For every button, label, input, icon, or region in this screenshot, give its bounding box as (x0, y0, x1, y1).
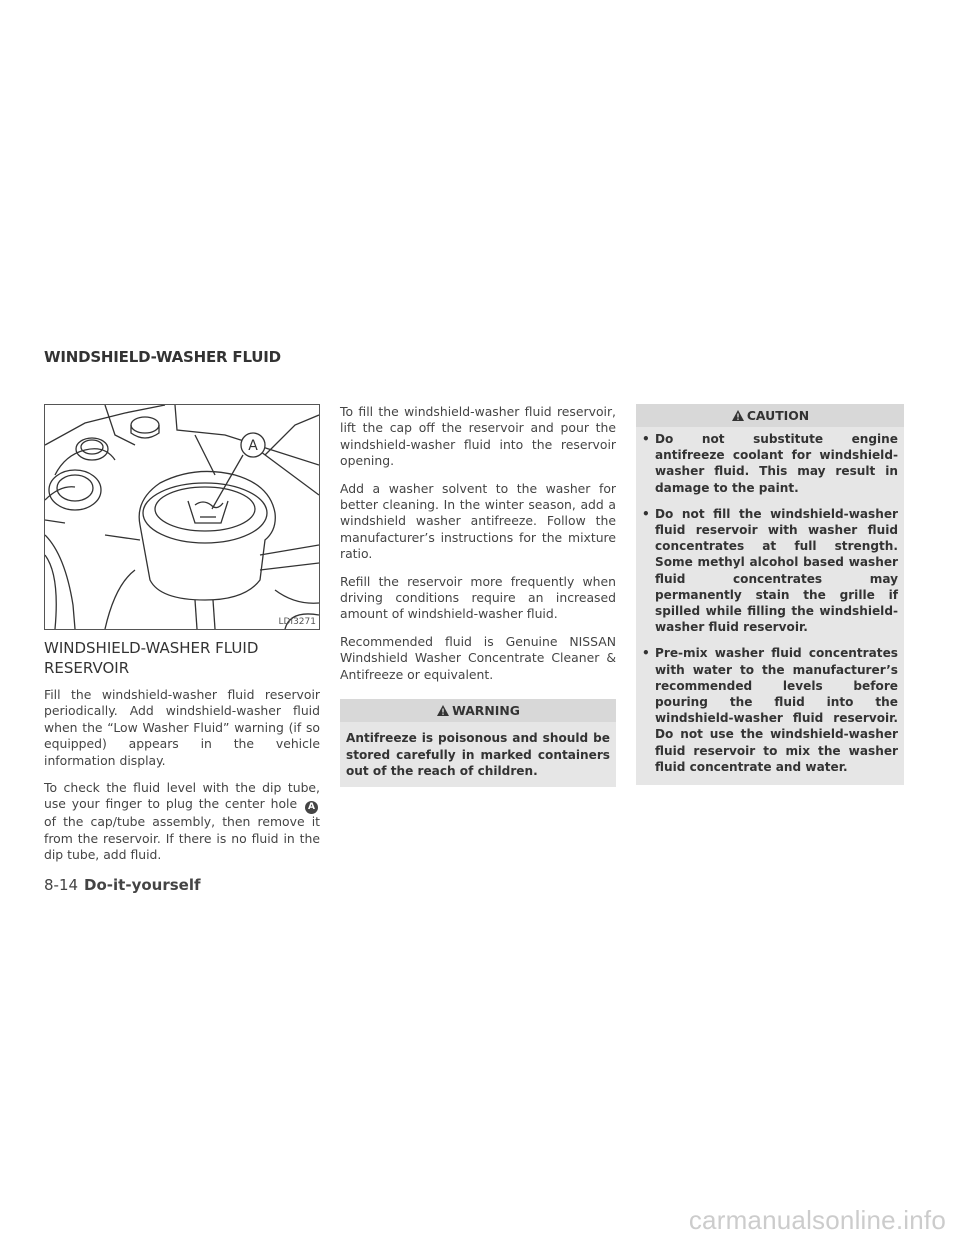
column-left (44, 404, 320, 875)
page-number: 8-14 (44, 876, 79, 894)
warning-text: Antifreeze is poisonous and should be stored carefully in marked containers out of the reach of children. (346, 731, 610, 778)
callout-a-label: A (248, 438, 258, 454)
column-middle (340, 404, 616, 787)
warning-box (340, 699, 616, 787)
watermark: carmanualsonline.info (688, 1205, 946, 1235)
caution-item-premix: • Pre-mix washer fluid concentrates with water to the manufacturer’s recommended levels before pouring the fluid into the windshield-washer fluid reservoir. Do not use the windshield-washer fluid reservoir to mix the washer fluid concentrate and water. (642, 645, 898, 775)
figure-code: LDI3271 (278, 617, 316, 627)
paragraph-washer-solvent: Add a washer solvent to the washer for better cleaning. In the winter season, add a windshield washer antifreeze. Follow the manufacturer’s instructions for the mixture ratio. (340, 480, 616, 562)
reservoir-illustration (44, 404, 320, 630)
caution-title-text: CAUTION (746, 408, 810, 423)
column-right (636, 404, 904, 785)
page-footer (44, 876, 201, 894)
callout-a-icon: A (305, 801, 318, 814)
caution-item-antifreeze: • Do not substitute engine antifreeze coolant for windshield-washer fluid. This may result in damage to the paint. (642, 431, 898, 496)
paragraph-fill-procedure: To fill the windshield-washer fluid reservoir, lift the cap off the reservoir and pour the windshield-washer fluid into the reservoir opening. (340, 404, 616, 469)
paragraph-recommended-fluid: Recommended fluid is Genuine NISSAN Windshield Washer Concentrate Cleaner & Antifreeze or equivalent. (340, 633, 616, 682)
caution-title (636, 404, 904, 427)
section-heading: WINDSHIELD-WASHER FLUID (44, 348, 281, 366)
caution-box (636, 404, 904, 785)
chapter-title: Do-it-yourself (84, 876, 201, 894)
subsection-title (44, 638, 320, 678)
warning-title-text: WARNING (452, 703, 520, 719)
caution-list (636, 427, 904, 785)
caution-triangle-icon (731, 409, 745, 422)
paragraph-check-level-end: of the cap/tube assembly, then remove it from the reservoir. If there is no fluid in the dip tube, add fluid. (44, 814, 320, 863)
subsection-title-line2: RESERVOIR (44, 659, 130, 677)
engine-bay-drawing (45, 405, 319, 629)
paragraph-refill-frequency: Refill the reservoir more frequently when driving conditions require an increased amount of windshield-washer fluid. (340, 573, 616, 622)
warning-triangle-icon (436, 704, 450, 717)
warning-body (340, 722, 616, 787)
warning-title (340, 699, 616, 722)
paragraph-check-level-start: To check the fluid level with the dip tube, use your finger to plug the center hole (44, 780, 320, 812)
paragraph-fill-reservoir: Fill the windshield-washer fluid reservoir periodically. Add windshield-washer fluid when the “Low Washer Fluid” warning (if so equipped) appears in the vehicle information display. (44, 687, 320, 768)
subsection-title-line1: WINDSHIELD-WASHER FLUID (44, 639, 259, 657)
paragraph-check-level (44, 780, 320, 864)
caution-item-concentrate: • Do not fill the windshield-washer fluid reservoir with washer fluid concentrates at full strength. Some methyl alcohol based washer fluid concentrates may permanently stain the grille if spilled while filling the windshield-washer fluid reservoir. (642, 506, 898, 636)
